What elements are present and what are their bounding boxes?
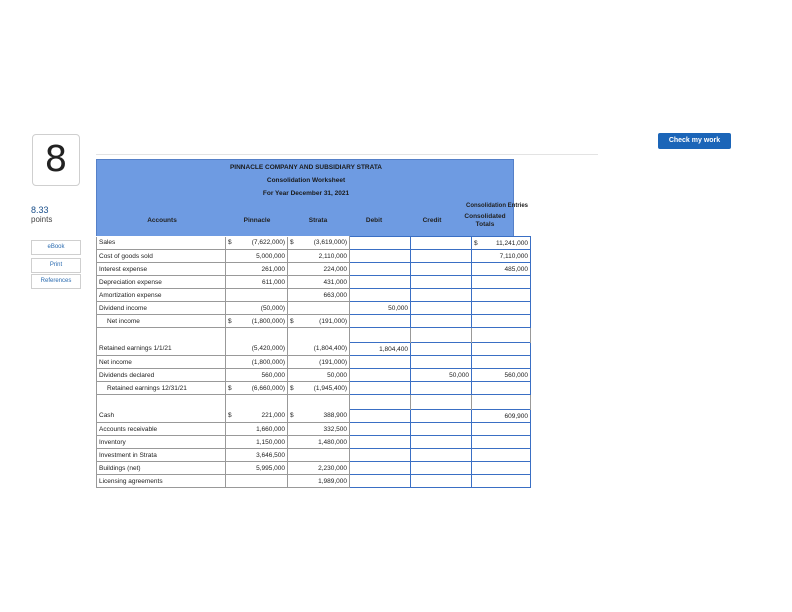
debit-input[interactable] — [350, 410, 411, 423]
account-label — [97, 410, 226, 423]
consolidation-entries-header: Consolidation Entries — [465, 203, 528, 209]
cell-value: 388,900 — [323, 412, 347, 420]
points-value: 8.33 — [31, 205, 49, 215]
cell-value: Inventory — [99, 438, 126, 446]
consolidated-input[interactable] — [472, 315, 531, 328]
pinnacle-cell — [226, 289, 288, 302]
debit-input[interactable] — [350, 315, 411, 328]
debit-input[interactable] — [350, 237, 411, 250]
cell-value: (50,000) — [260, 304, 285, 312]
consolidated-input[interactable] — [472, 475, 531, 488]
debit-input[interactable] — [350, 369, 411, 382]
credit-input[interactable] — [411, 250, 472, 263]
cell-value: 2,110,000 — [318, 252, 347, 260]
account-label — [97, 315, 226, 328]
credit-input[interactable] — [411, 237, 472, 250]
references-button[interactable]: References — [31, 274, 81, 289]
cell-value: (1,800,000) — [251, 358, 285, 366]
debit-input[interactable] — [350, 436, 411, 449]
consolidated-input[interactable] — [472, 410, 531, 423]
cell-value: 431,000 — [323, 278, 347, 286]
debit-input[interactable] — [350, 382, 411, 395]
cell-value: Investment in Strata — [99, 451, 157, 459]
credit-input[interactable] — [411, 382, 472, 395]
cell-value: Net income — [107, 317, 140, 325]
table-row — [97, 423, 531, 436]
col-strata: Strata — [308, 217, 328, 224]
pinnacle-cell — [226, 423, 288, 436]
table-row — [97, 449, 531, 462]
cell-value: Accounts receivable — [99, 425, 158, 433]
strata-cell — [288, 475, 350, 488]
pinnacle-cell — [226, 343, 288, 356]
cell-value: 261,000 — [261, 265, 285, 273]
account-label — [97, 423, 226, 436]
debit-input[interactable] — [350, 449, 411, 462]
account-label — [97, 250, 226, 263]
table-row — [97, 410, 531, 423]
cell-value: 5,000,000 — [256, 252, 285, 260]
cell-value: 560,000 — [261, 371, 285, 379]
pinnacle-cell — [226, 462, 288, 475]
consolidated-input[interactable] — [472, 436, 531, 449]
strata-cell — [288, 410, 350, 423]
points-display — [31, 205, 52, 224]
debit-input[interactable] — [350, 250, 411, 263]
consolidated-input[interactable] — [472, 289, 531, 302]
ebook-button[interactable]: eBook — [31, 240, 81, 255]
strata-cell — [288, 356, 350, 369]
worksheet-title: PINNACLE COMPANY AND SUBSIDIARY STRATA — [229, 164, 383, 171]
account-label — [97, 356, 226, 369]
table-row — [97, 356, 531, 369]
col-pinnacle: Pinnacle — [243, 217, 271, 224]
currency-sign: $ — [474, 239, 478, 247]
account-label — [97, 343, 226, 356]
currency-sign: $ — [290, 384, 294, 392]
cell-value: Sales — [99, 239, 116, 247]
cell-value: (5,420,000) — [251, 345, 285, 353]
strata-cell — [288, 250, 350, 263]
cell-value: 1,150,000 — [256, 438, 285, 446]
strata-cell — [288, 343, 350, 356]
account-label — [97, 449, 226, 462]
credit-input[interactable] — [411, 356, 472, 369]
cell-value: Depreciation expense — [99, 278, 162, 286]
table-row — [97, 237, 531, 250]
consolidated-input[interactable] — [472, 382, 531, 395]
cell-value: 1,480,000 — [318, 438, 347, 446]
currency-sign: $ — [290, 412, 294, 420]
worksheet-table — [96, 236, 531, 488]
strata-cell — [288, 315, 350, 328]
cell-value: Cash — [99, 412, 115, 420]
strata-cell — [288, 276, 350, 289]
strata-cell — [288, 382, 350, 395]
table-row — [97, 250, 531, 263]
currency-sign: $ — [228, 317, 232, 325]
debit-input[interactable] — [350, 423, 411, 436]
credit-input[interactable] — [411, 369, 472, 382]
cell-value: (6,660,000) — [251, 384, 285, 392]
pinnacle-cell — [226, 382, 288, 395]
consolidated-input[interactable] — [472, 369, 531, 382]
consolidated-input[interactable] — [472, 462, 531, 475]
table-row — [97, 436, 531, 449]
credit-input[interactable] — [411, 263, 472, 276]
credit-input[interactable] — [411, 436, 472, 449]
table-row — [97, 263, 531, 276]
credit-input[interactable] — [411, 343, 472, 356]
col-accounts: Accounts — [147, 217, 177, 224]
account-label — [97, 462, 226, 475]
cell-value: 224,000 — [323, 265, 347, 273]
pinnacle-cell — [226, 237, 288, 250]
pinnacle-cell — [226, 302, 288, 315]
debit-input[interactable] — [350, 263, 411, 276]
cell-value: 50,000 — [327, 371, 347, 379]
debit-input[interactable] — [350, 302, 411, 315]
cell-value: (1,945,400) — [313, 384, 347, 392]
debit-input[interactable] — [350, 475, 411, 488]
strata-cell — [288, 237, 350, 250]
strata-cell — [288, 369, 350, 382]
cell-value: 5,995,000 — [256, 464, 285, 472]
cell-value: 663,000 — [323, 291, 347, 299]
currency-sign: $ — [290, 239, 294, 247]
consolidated-input[interactable] — [472, 263, 531, 276]
cell-value: 1,660,000 — [256, 425, 285, 433]
cell-value: Net income — [99, 358, 132, 366]
points-label: points — [31, 215, 53, 224]
pinnacle-cell — [226, 475, 288, 488]
table-row — [97, 302, 531, 315]
cell-value: Licensing agreements — [99, 477, 163, 485]
debit-input[interactable] — [350, 343, 411, 356]
worksheet-subtitle: Consolidation Worksheet — [266, 177, 346, 184]
account-label — [97, 263, 226, 276]
cell-value: (1,804,400) — [313, 345, 347, 353]
pinnacle-cell — [226, 315, 288, 328]
col-credit: Credit — [422, 217, 442, 224]
account-label — [97, 369, 226, 382]
table-row — [97, 315, 531, 328]
credit-input[interactable] — [411, 289, 472, 302]
account-label — [97, 475, 226, 488]
credit-input[interactable] — [411, 302, 472, 315]
cell-value: (191,000) — [319, 358, 347, 366]
debit-input[interactable] — [350, 276, 411, 289]
pinnacle-cell — [226, 356, 288, 369]
debit-input[interactable] — [350, 289, 411, 302]
strata-cell — [288, 436, 350, 449]
cell-value: 1,989,000 — [318, 477, 347, 485]
cell-value: Cost of goods sold — [99, 252, 153, 260]
table-row — [97, 462, 531, 475]
consolidated-input[interactable] — [472, 302, 531, 315]
cell-value: 3,646,500 — [256, 451, 285, 459]
table-row — [97, 276, 531, 289]
credit-input[interactable] — [411, 462, 472, 475]
account-label — [97, 289, 226, 302]
credit-input[interactable] — [411, 315, 472, 328]
cell-value: 2,230,000 — [318, 464, 347, 472]
consolidated-input[interactable] — [472, 237, 531, 250]
consolidated-input[interactable] — [472, 343, 531, 356]
pinnacle-cell — [226, 410, 288, 423]
cell-value: 332,500 — [323, 425, 347, 433]
consolidated-input[interactable] — [472, 276, 531, 289]
consolidated-input[interactable] — [472, 449, 531, 462]
check-my-work-button[interactable]: Check my work — [658, 133, 731, 149]
account-label — [97, 237, 226, 250]
column-headers — [96, 213, 514, 236]
cell-value: Buildings (net) — [99, 464, 141, 472]
table-row — [97, 475, 531, 488]
cell-value: 611,000 — [261, 278, 285, 286]
pinnacle-cell — [226, 449, 288, 462]
col-consolidated: Consolidated Totals — [464, 213, 506, 228]
cell-value: 50,000 — [388, 304, 408, 312]
pinnacle-cell — [226, 276, 288, 289]
table-row — [97, 343, 531, 356]
strata-cell — [288, 289, 350, 302]
cell-value: 1,804,400 — [379, 345, 408, 353]
pinnacle-cell — [226, 436, 288, 449]
credit-input[interactable] — [411, 410, 472, 423]
account-label — [97, 302, 226, 315]
cell-value: 7,110,000 — [499, 252, 528, 260]
divider — [96, 154, 598, 155]
cell-value: 221,000 — [261, 412, 285, 420]
debit-input[interactable] — [350, 356, 411, 369]
cell-value: 50,000 — [449, 371, 469, 379]
currency-sign: $ — [290, 317, 294, 325]
cell-value: Retained earnings 1/1/21 — [99, 345, 172, 353]
strata-cell — [288, 423, 350, 436]
credit-input[interactable] — [411, 276, 472, 289]
strata-cell — [288, 302, 350, 315]
debit-input[interactable] — [350, 462, 411, 475]
pinnacle-cell — [226, 250, 288, 263]
worksheet-header — [96, 159, 528, 221]
col-debit: Debit — [365, 217, 383, 224]
cell-value: (7,622,000) — [251, 239, 285, 247]
cell-value: 11,241,000 — [495, 239, 528, 247]
consolidated-input[interactable] — [472, 250, 531, 263]
strata-cell — [288, 462, 350, 475]
credit-input[interactable] — [411, 475, 472, 488]
credit-input[interactable] — [411, 423, 472, 436]
table-row — [97, 382, 531, 395]
consolidation-worksheet — [96, 159, 528, 488]
account-label — [97, 382, 226, 395]
cell-value: (1,800,000) — [251, 317, 285, 325]
cell-value: Interest expense — [99, 265, 148, 273]
table-row — [97, 369, 531, 382]
currency-sign: $ — [228, 412, 232, 420]
account-label — [97, 276, 226, 289]
pinnacle-cell — [226, 263, 288, 276]
cell-value: Dividend income — [99, 304, 148, 312]
pinnacle-cell — [226, 369, 288, 382]
credit-input[interactable] — [411, 449, 472, 462]
account-label — [97, 436, 226, 449]
worksheet-period: For Year December 31, 2021 — [262, 190, 350, 197]
consolidated-input[interactable] — [472, 423, 531, 436]
cell-value: (3,619,000) — [313, 239, 347, 247]
cell-value: 485,000 — [504, 265, 528, 273]
cell-value: (191,000) — [319, 317, 347, 325]
strata-cell — [288, 263, 350, 276]
cell-value: Retained earnings 12/31/21 — [107, 384, 187, 392]
print-button[interactable]: Print — [31, 258, 81, 273]
currency-sign: $ — [228, 384, 232, 392]
strata-cell — [288, 449, 350, 462]
cell-value: 609,900 — [504, 412, 528, 420]
table-row — [97, 289, 531, 302]
cell-value: 560,000 — [504, 371, 528, 379]
cell-value: Amortization expense — [99, 291, 162, 299]
consolidated-input[interactable] — [472, 356, 531, 369]
cell-value: Dividends declared — [99, 371, 155, 379]
question-number: 8 — [32, 134, 80, 186]
currency-sign: $ — [228, 239, 232, 247]
